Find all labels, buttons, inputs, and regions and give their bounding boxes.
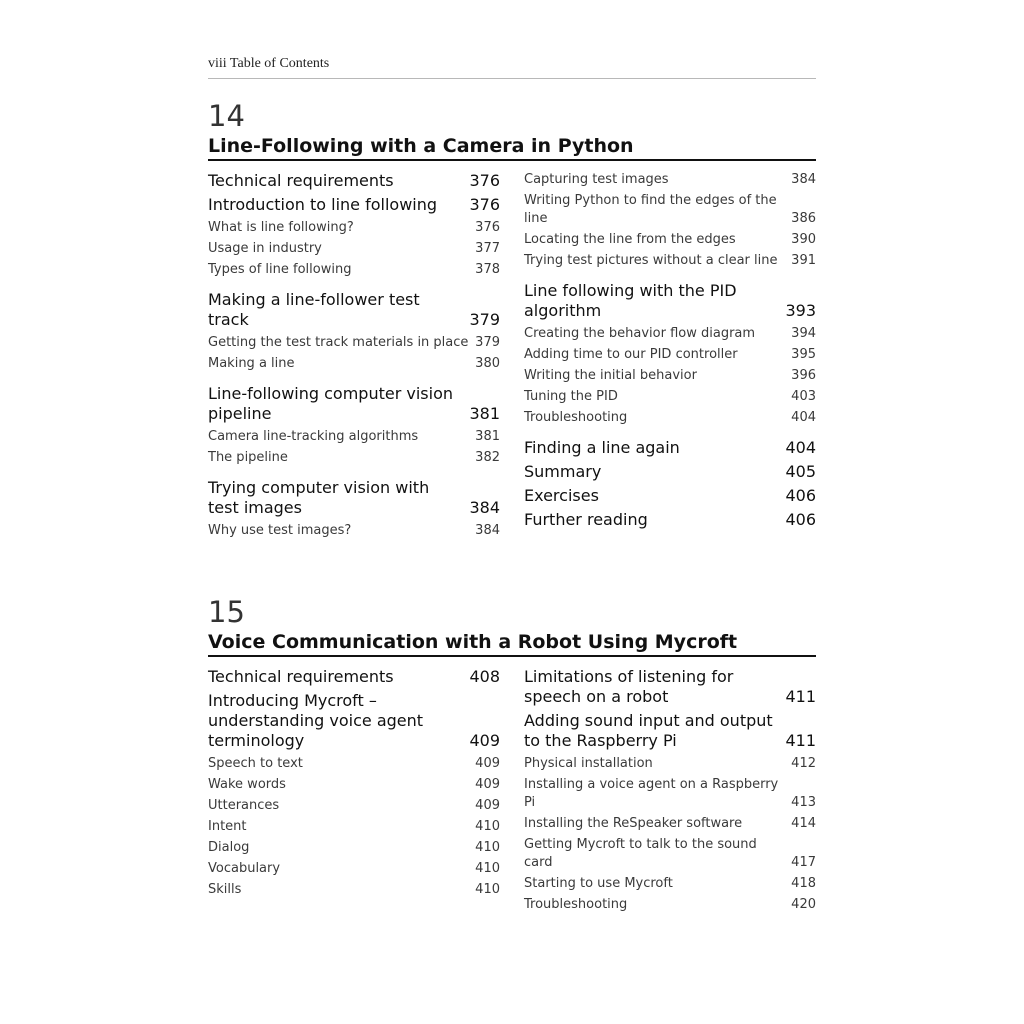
page-number: 390 xyxy=(791,232,816,247)
toc-subsection-entry[interactable] xyxy=(524,388,816,406)
page-number: 384 xyxy=(469,498,500,517)
entry-spacer xyxy=(208,376,500,384)
header-rule xyxy=(208,78,816,79)
entry-title: Installing the ReSpeaker software xyxy=(524,816,743,831)
entry-title: Further reading xyxy=(524,510,648,529)
page-number: 411 xyxy=(785,687,816,706)
entry-title: Physical installation xyxy=(524,756,653,771)
page-number: 379 xyxy=(469,310,500,329)
toc-subsection-entry[interactable] xyxy=(524,875,816,893)
toc-section-entry[interactable] xyxy=(524,486,816,506)
toc-subsection-entry[interactable] xyxy=(524,192,816,228)
entry-title: Installing a voice agent on a Raspberry Pi xyxy=(524,777,779,810)
toc-section-entry[interactable] xyxy=(208,667,500,687)
entry-title: The pipeline xyxy=(208,450,288,465)
toc-section-entry[interactable] xyxy=(524,281,816,321)
entry-title: Limitations of listening for speech on a robot xyxy=(524,667,734,706)
entry-title: Locating the line from the edges xyxy=(524,232,736,247)
page-number: 420 xyxy=(791,897,816,912)
entry-title: Adding time to our PID controller xyxy=(524,347,738,362)
toc-section-entry[interactable] xyxy=(208,171,500,191)
toc-section-entry[interactable] xyxy=(524,510,816,530)
toc-subsection-entry[interactable] xyxy=(524,171,816,189)
page-number: 394 xyxy=(791,326,816,341)
page-number: 405 xyxy=(785,462,816,481)
entry-title: Camera line-tracking algorithms xyxy=(208,429,419,444)
entry-title: Vocabulary xyxy=(208,861,281,876)
entry-title: Line following with the PID algorithm xyxy=(524,281,737,320)
page-number: 408 xyxy=(469,667,500,686)
toc-subsection-entry[interactable] xyxy=(208,881,500,899)
entry-title: Capturing test images xyxy=(524,172,669,187)
entry-title: Adding sound input and output to the Raspberry Pi xyxy=(524,711,773,750)
page-number: 391 xyxy=(791,253,816,268)
page-number: 418 xyxy=(791,876,816,891)
page-number: 410 xyxy=(475,882,500,897)
page-number: 381 xyxy=(469,404,500,423)
toc-subsection-entry[interactable] xyxy=(524,815,816,833)
page-number: 382 xyxy=(475,450,500,465)
page-number: 406 xyxy=(785,510,816,529)
entry-title: Introduction to line following xyxy=(208,195,438,214)
toc-section-entry[interactable] xyxy=(208,290,500,330)
entry-title: Finding a line again xyxy=(524,438,680,457)
page-number: 410 xyxy=(475,819,500,834)
page-number: 381 xyxy=(475,429,500,444)
toc-subsection-entry[interactable] xyxy=(524,836,816,872)
toc-column-right xyxy=(524,171,816,543)
page-number: 376 xyxy=(475,220,500,235)
toc-section-entry[interactable] xyxy=(208,691,500,751)
toc-column-right xyxy=(524,667,816,917)
toc-subsection-entry[interactable] xyxy=(524,896,816,914)
entry-title: Why use test images? xyxy=(208,523,352,538)
toc-subsection-entry[interactable] xyxy=(208,240,500,258)
entry-title: Utterances xyxy=(208,798,280,813)
toc-section-entry[interactable] xyxy=(208,478,500,518)
entry-spacer xyxy=(208,282,500,290)
chapter-title: Line-Following with a Camera in Python xyxy=(208,134,816,161)
entry-title: Technical requirements xyxy=(208,667,394,686)
page-number: 409 xyxy=(475,777,500,792)
entry-title: Technical requirements xyxy=(208,171,394,190)
entry-title: Skills xyxy=(208,882,242,897)
page-number: 404 xyxy=(785,438,816,457)
entry-title: Speech to text xyxy=(208,756,303,771)
toc-subsection-entry[interactable] xyxy=(524,755,816,773)
page-number: 393 xyxy=(785,301,816,320)
entry-spacer xyxy=(524,430,816,438)
entry-title: Writing the initial behavior xyxy=(524,368,697,383)
entry-title: Getting Mycroft to talk to the sound card xyxy=(524,837,757,870)
entry-title: Making a line xyxy=(208,356,295,371)
page-number: 377 xyxy=(475,241,500,256)
toc-subsection-entry[interactable] xyxy=(208,428,500,446)
entry-title: Line-following computer vision pipeline xyxy=(208,384,454,423)
toc-section-entry[interactable] xyxy=(524,711,816,751)
toc-subsection-entry[interactable] xyxy=(208,860,500,878)
toc-subsection-entry[interactable] xyxy=(208,776,500,794)
toc-subsection-entry[interactable] xyxy=(208,355,500,373)
page-number: 380 xyxy=(475,356,500,371)
toc-subsection-entry[interactable] xyxy=(208,334,500,352)
toc-subsection-entry[interactable] xyxy=(524,367,816,385)
entry-title: Creating the behavior flow diagram xyxy=(524,326,756,341)
chapter-15 xyxy=(208,596,816,917)
entry-title: What is line following? xyxy=(208,220,354,235)
page-number: 376 xyxy=(469,195,500,214)
page-number: 409 xyxy=(475,756,500,771)
page-number: 417 xyxy=(791,855,816,870)
toc-section-entry[interactable] xyxy=(524,438,816,458)
page-number: 410 xyxy=(475,861,500,876)
page-number: 404 xyxy=(791,410,816,425)
entry-title: Making a line-follower test track xyxy=(208,290,420,329)
entry-title: Introducing Mycroft – understanding voice agent terminology xyxy=(208,691,424,750)
chapter-title: Voice Communication with a Robot Using Mycroft xyxy=(208,630,816,657)
toc-subsection-entry[interactable] xyxy=(208,839,500,857)
entry-title: Troubleshooting xyxy=(524,410,628,425)
toc-subsection-entry[interactable] xyxy=(208,219,500,237)
toc-subsection-entry[interactable] xyxy=(524,325,816,343)
toc-subsection-entry[interactable] xyxy=(208,755,500,773)
toc-column-left xyxy=(208,667,500,917)
toc-subsection-entry[interactable] xyxy=(524,231,816,249)
entry-title: Troubleshooting xyxy=(524,897,628,912)
toc-subsection-entry[interactable] xyxy=(208,261,500,279)
page-number: 413 xyxy=(791,795,816,810)
toc-section-entry[interactable] xyxy=(208,195,500,215)
entry-title: Summary xyxy=(524,462,602,481)
toc-subsection-entry[interactable] xyxy=(208,449,500,467)
chapter-number: 14 xyxy=(208,99,245,133)
page-number: 379 xyxy=(475,335,500,350)
running-head: viii Table of Contents xyxy=(208,56,330,71)
page-number: 409 xyxy=(475,798,500,813)
page-number: 384 xyxy=(791,172,816,187)
entry-title: Intent xyxy=(208,819,247,834)
entry-title: Trying computer vision with test images xyxy=(208,478,430,517)
toc-subsection-entry[interactable] xyxy=(524,776,816,812)
entry-title: Types of line following xyxy=(208,262,352,277)
page-number: 410 xyxy=(475,840,500,855)
toc-subsection-entry[interactable] xyxy=(524,409,816,427)
toc-subsection-entry[interactable] xyxy=(524,346,816,364)
entry-title: Dialog xyxy=(208,840,250,855)
toc-subsection-entry[interactable] xyxy=(208,797,500,815)
page-number: 396 xyxy=(791,368,816,383)
chapter-number: 15 xyxy=(208,595,245,629)
page-number: 403 xyxy=(791,389,816,404)
entry-title: Starting to use Mycroft xyxy=(524,876,673,891)
page-number: 414 xyxy=(791,816,816,831)
toc-section-entry[interactable] xyxy=(208,384,500,424)
page-number: 412 xyxy=(791,756,816,771)
entry-title: Trying test pictures without a clear line xyxy=(524,253,778,268)
page-number: 411 xyxy=(785,731,816,750)
toc-section-entry[interactable] xyxy=(524,462,816,482)
entry-title: Usage in industry xyxy=(208,241,322,256)
entry-title: Exercises xyxy=(524,486,599,505)
page-number: 384 xyxy=(475,523,500,538)
page-number: 406 xyxy=(785,486,816,505)
chapter-14 xyxy=(208,100,816,543)
entry-spacer xyxy=(524,273,816,281)
page-number: 386 xyxy=(791,211,816,226)
page-number: 409 xyxy=(469,731,500,750)
entry-title: Getting the test track materials in place xyxy=(208,335,469,350)
entry-spacer xyxy=(208,470,500,478)
toc-column-left xyxy=(208,171,500,543)
page-number: 376 xyxy=(469,171,500,190)
toc-section-entry[interactable] xyxy=(524,667,816,707)
entry-title: Tuning the PID xyxy=(524,389,618,404)
toc-subsection-entry[interactable] xyxy=(524,252,816,270)
toc-subsection-entry[interactable] xyxy=(208,522,500,540)
entry-title: Writing Python to find the edges of the line xyxy=(524,193,777,226)
entry-title: Wake words xyxy=(208,777,286,792)
page-number: 378 xyxy=(475,262,500,277)
page-number: 395 xyxy=(791,347,816,362)
toc-subsection-entry[interactable] xyxy=(208,818,500,836)
